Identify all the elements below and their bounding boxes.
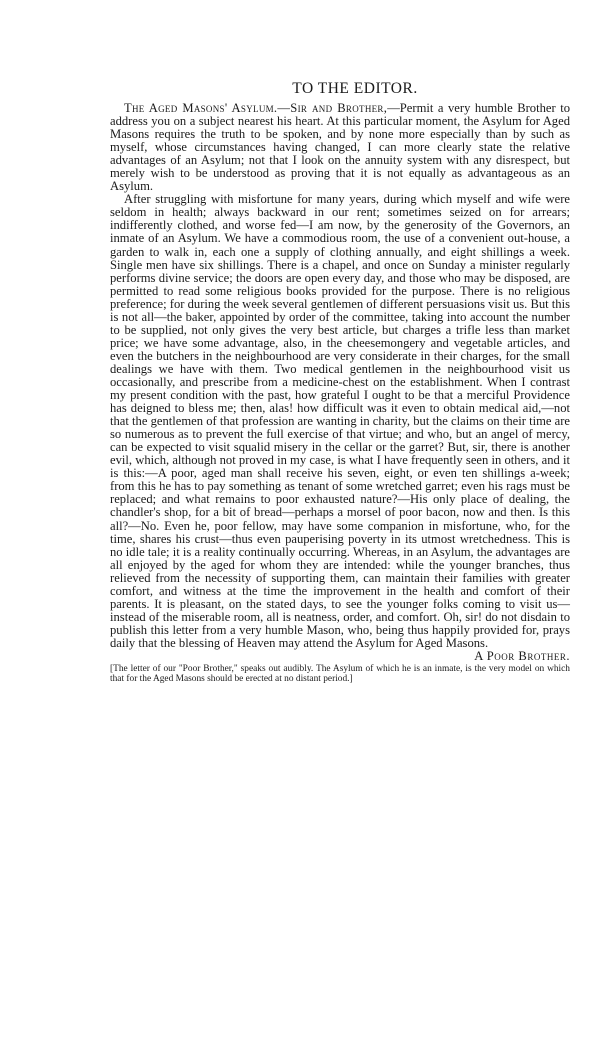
page-title: TO THE EDITOR. (292, 80, 418, 97)
letter-paragraph-1 (110, 102, 570, 193)
letter-signature: A Poor Brother. (474, 648, 570, 663)
editor-note: [The letter of our "Poor Brother," speaks out audibly. The Asylum of which he is an inmate, is the very model on which that for the Aged Masons should be erected at no distant period.] (110, 663, 570, 685)
letter-opening-caps: The Aged Masons' Asylum.—Sir and Brother, (124, 101, 388, 115)
document-page (110, 80, 570, 694)
letter-paragraph-2-text: After struggling with misfortune for many years, during which myself and wife were seldom in health; always backward in our rent; sometimes seized on for arrears; indifferently clothed, and worse fed—I am now, by the generosity of the Governors, an inmate of an Asylum. We have a commodious room, the use of a convenient out-house, a garden to walk in, each one a supply of clothing annually, and eight shillings a week. Single men have six shillings. There is a chapel, and once on Sunday a minister regularly performs divine service; the doors are open every day, and those who may be disposed, are permitted to read some religious books provided for the purpose. There is no religious preference; for during the week several gentlemen of different persuasions visit us. But this is not all—the baker, appointed by order of the committee, taking into account the number to be supplied, not only gives the very best article, but charges a trifle less than market price; we have some advantage, also, in the cheesemongery and vegetable articles, and even the butchers in the neighbourhood are very considerate in their charges, for the small dealings we have with them. Two medical gentlemen in the neighbourhood visit us occasionally, and prescribe from a medicine-chest on the establishment. When I contrast my present condition with the past, how grateful I ought to be that a merciful Providence has deigned to bless me; then, alas! how difficult was it even to obtain medical aid,—not that the gentlemen of that profession are wanting in charity, but the claims on their time are so numerous as to prevent the full exercise of that virtue; and who, but an angel of mercy, can be expected to visit squalid misery in the cellar or the garret? But, sir, there is another evil, which, although not proved in my case, is what I have frequently seen in others, and it is this:—A poor, aged man shall receive his seven, eight, or even ten shillings a-week; from this he has to pay something as tenant of some wretched garret; even his rags must be replaced; and what remains to poor exhausted nature?—His only place of dealing, the chandler's shop, for a bit of bread—perhaps a morsel of poor bacon, now and then. Is this all?—No. Even he, poor fellow, may have some companion in misfortune, who, for the time, shares his crust—thus even pauperising poverty in its utmost wretchedness. This is no idle tale; it is a reality continually occurring. Whereas, in an Asylum, the advantages are all enjoyed by the aged for whom they are intended: while the younger branches, thus relieved from the necessity of supporting them, can maintain their families with greater comfort, and witness at the time the improvement in the health and comfort of their parents. It is pleasant, on the stated days, to see the younger folks coming to visit us—instead of the miserable room, all is neatness, order, and comfort. Oh, sir! do not disdain to publish this letter from a very humble Mason, who, being thus happily provided for, prays daily that the blessing of Heaven may attend the Asylum for Aged Masons. (110, 192, 570, 650)
letter-paragraph-2 (110, 192, 570, 663)
letter-paragraph-1-text: —Permit a very humble Brother to address you on a subject nearest his heart. At this particular moment, the Asylum for Aged Masons requires the truth to be spoken, and by none more especially than by such as myself, whose circumstances having changed, I can more clearly state the relative advantages of an Asylum; not that I look on the annuity system with any disrespect, but merely wish to be understood as proving that it is not equally as advantageous as an Asylum. (110, 101, 570, 194)
